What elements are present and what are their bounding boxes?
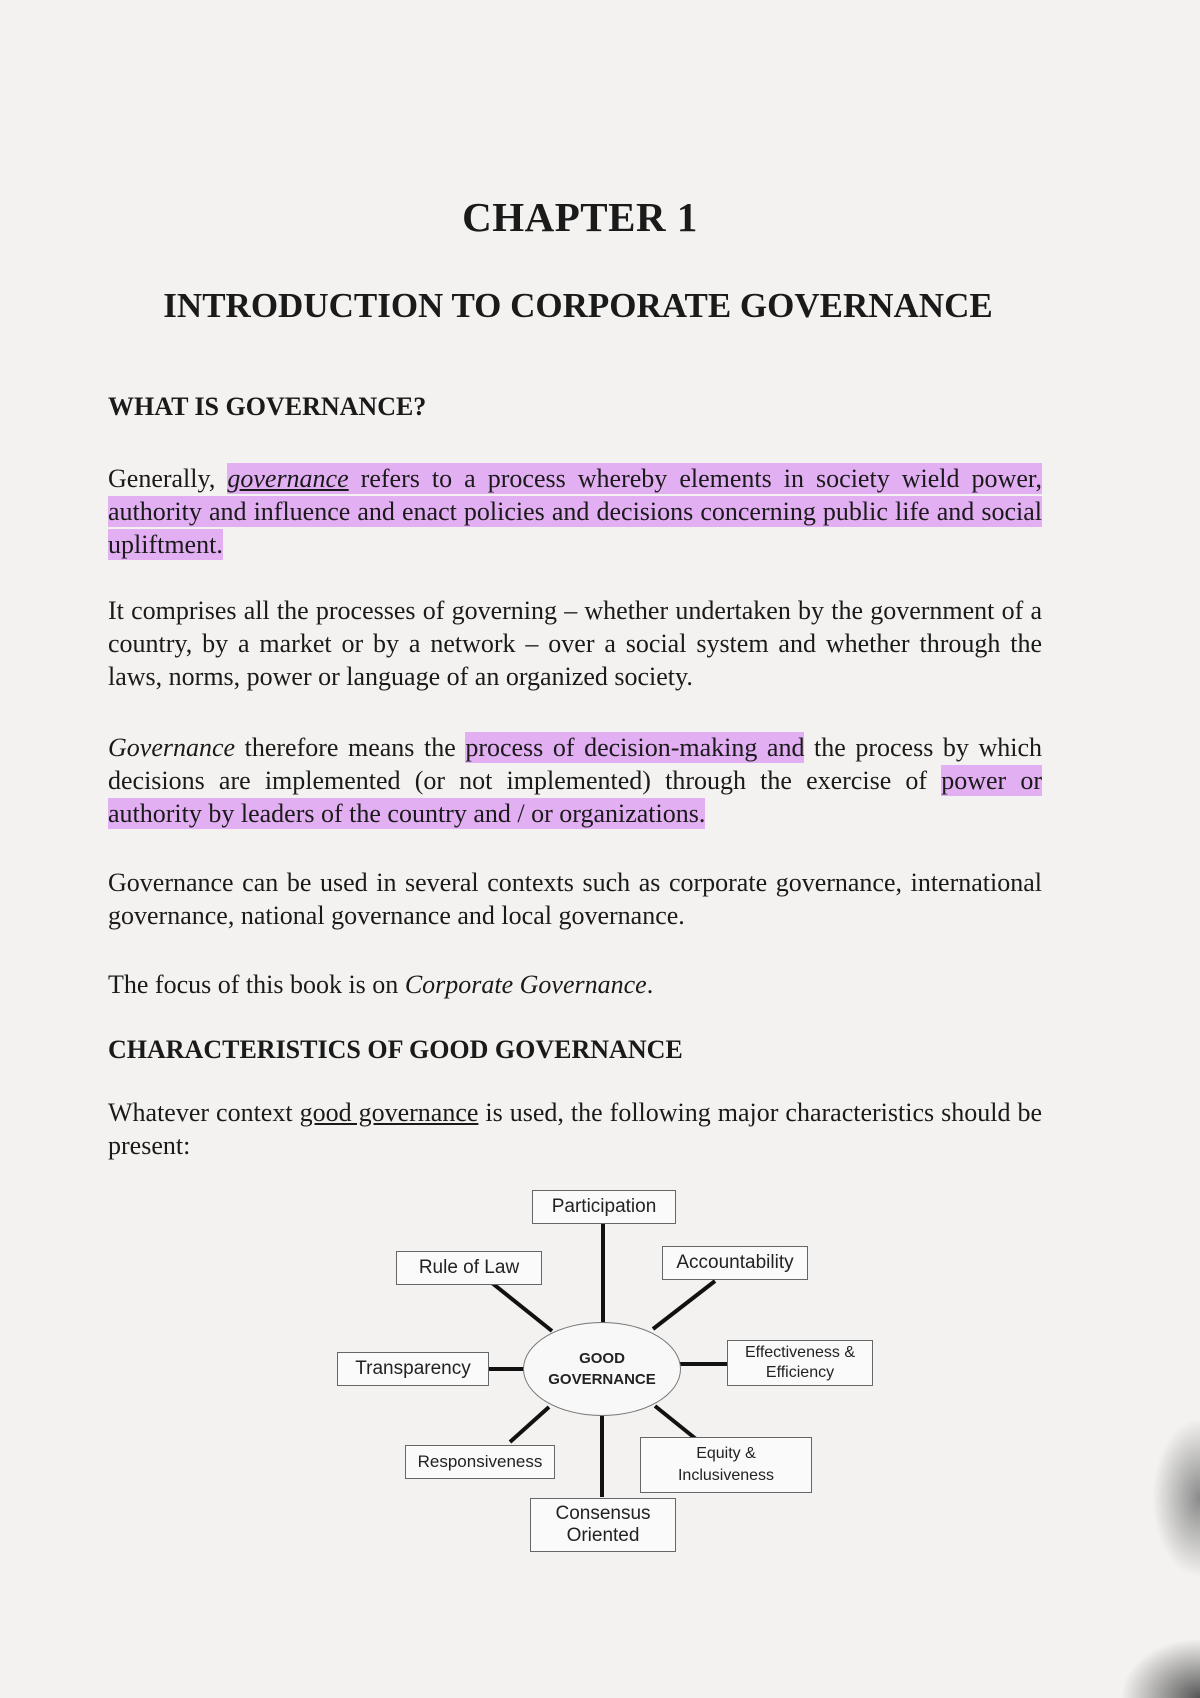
- paragraph-text: Whatever context: [108, 1098, 300, 1127]
- node-participation: Participation: [532, 1190, 676, 1224]
- paragraph-focus: [108, 968, 1042, 1001]
- center-line-2: GOVERNANCE: [548, 1371, 656, 1388]
- paragraph-contexts: Governance can be used in several contexts such as corporate governance, international governance, national governance and local governance.: [108, 868, 1042, 930]
- node-equity-inclusiveness: Equity & Inclusiveness: [640, 1437, 812, 1493]
- paragraph-text: The focus of this book is on: [108, 970, 405, 999]
- highlight: [108, 463, 1042, 560]
- paragraph-definition: [108, 462, 1042, 561]
- term-good-governance: good governance: [299, 1098, 479, 1127]
- node-consensus-oriented: [530, 1498, 676, 1552]
- node-effectiveness-line-2: Efficiency: [765, 1364, 835, 1381]
- highlight: process of decision-making and: [465, 733, 805, 762]
- paragraph-characteristics: [108, 1096, 1042, 1162]
- chapter-title: INTRODUCTION TO CORPORATE GOVERNANCE: [163, 286, 993, 325]
- paragraph-text: is used, the following major characteristics should be present:: [108, 1098, 1042, 1160]
- connector-equity: [655, 1406, 696, 1439]
- term-corporate-governance: Corporate Governance: [404, 970, 647, 999]
- connector-responsiveness: [510, 1407, 549, 1442]
- section-heading-characteristics: CHARACTERISTICS OF GOOD GOVERNANCE: [108, 1035, 683, 1064]
- good-governance-center: [523, 1322, 681, 1416]
- node-effectiveness-line-1: Effectiveness &: [745, 1344, 855, 1361]
- paragraph-text: Generally,: [108, 464, 228, 493]
- paragraph-text: the process by which decisions are implemented (or not implemented) through the exercise of: [108, 733, 1042, 795]
- highlight: power or authority by leaders of the country and / or organizations.: [108, 766, 1042, 828]
- node-accountability: Accountability: [662, 1246, 808, 1280]
- chapter-number: CHAPTER 1: [462, 194, 698, 240]
- node-transparency: Transparency: [337, 1352, 489, 1386]
- term-governance-italic: Governance: [108, 733, 236, 762]
- connector-accountability: [653, 1281, 715, 1329]
- node-effectiveness-efficiency: [727, 1340, 873, 1386]
- connector-rule-of-law: [492, 1283, 552, 1331]
- paragraph-meaning: [108, 731, 1042, 830]
- node-consensus-line-1: Consensus: [555, 1503, 651, 1524]
- paragraph-text: .: [646, 970, 654, 999]
- good-governance-diagram: [320, 1180, 880, 1570]
- section-heading-governance: WHAT IS GOVERNANCE?: [108, 392, 427, 421]
- paragraph-processes: It comprises all the processes of governing – whether undertaken by the government of a country, by a market or by a network – over a social system and whether through the laws, norms, power or language of an organized society.: [108, 596, 1042, 691]
- center-line-1: GOOD: [579, 1350, 625, 1367]
- node-consensus-line-2: Oriented: [566, 1525, 640, 1546]
- term-governance: governance: [227, 464, 349, 493]
- highlighted-text: refers to a process whereby elements in society wield power, authority and influence and enact policies and decisions concerning public life and social upliftment.: [108, 464, 1042, 559]
- page-corner-shadow: [1120, 1638, 1200, 1698]
- paragraph-text: therefore means the: [235, 733, 466, 762]
- node-rule-of-law: Rule of Law: [396, 1251, 542, 1285]
- node-responsiveness: Responsiveness: [405, 1445, 555, 1479]
- page-edge-shadow: [1152, 1418, 1200, 1578]
